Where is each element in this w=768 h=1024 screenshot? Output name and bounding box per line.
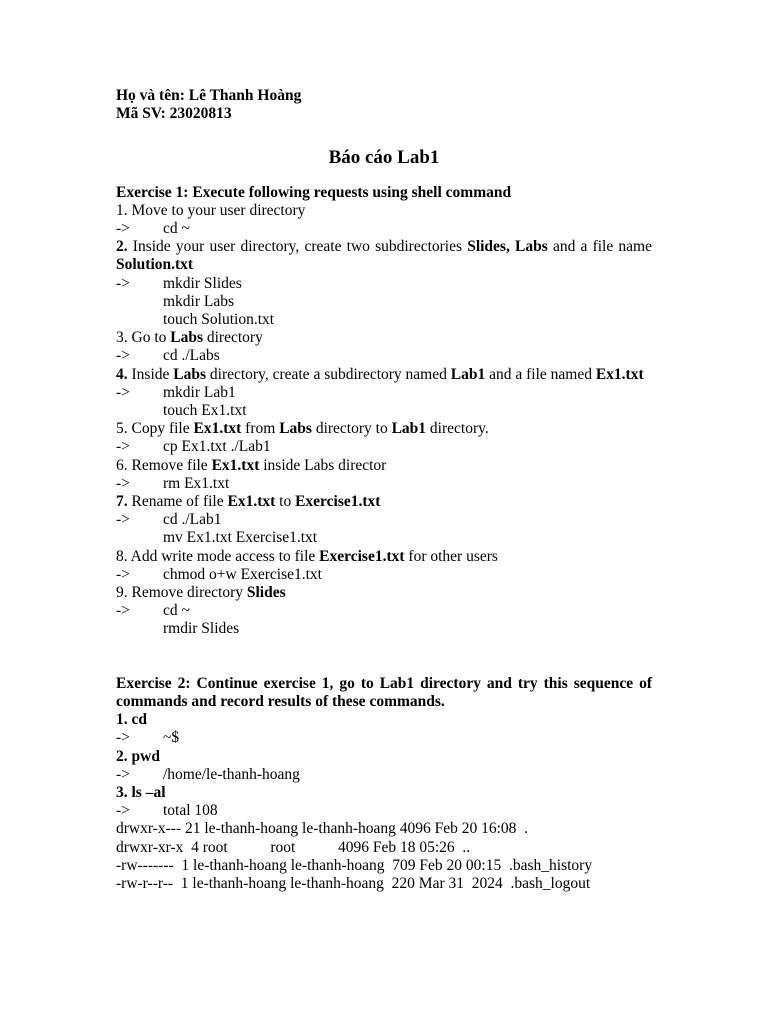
- arrow-marker: ->: [116, 274, 130, 292]
- question-text: inside Labs director: [259, 456, 387, 474]
- ex1-answer-1: [116, 220, 652, 238]
- ex1-question-8: [116, 548, 652, 566]
- ex1-question-9: [116, 584, 652, 602]
- question-emphasis: Labs: [173, 365, 207, 383]
- ex1-answer-3: [116, 347, 652, 365]
- command: cp Ex1.txt ./Lab1: [163, 438, 271, 456]
- ex1-question-1: 1. Move to your user directory: [116, 201, 306, 219]
- listing-line: drwxr-xr-x 4 root root 4096 Feb 18 05:26 ..: [116, 838, 471, 856]
- document-page: [116, 87, 652, 893]
- question-emphasis: Ex1.txt: [595, 365, 644, 383]
- ex2-result-1: [116, 729, 652, 747]
- ex1-answer-7: [116, 511, 652, 529]
- ex1-answer-8: [116, 566, 652, 584]
- question-emphasis: Labs: [170, 329, 203, 347]
- result: ~$: [163, 729, 180, 747]
- listing-line: -rw------- 1 le-thanh-hoang le-thanh-hoang 709 Feb 20 00:15 .bash_history: [116, 856, 593, 874]
- question-text: from: [241, 420, 280, 438]
- command: touch Ex1.txt: [163, 402, 247, 420]
- command: rmdir Slides: [163, 620, 240, 638]
- question-emphasis: Ex1.txt: [193, 420, 242, 438]
- section-spacer: [116, 639, 652, 675]
- question-number: 2.: [116, 238, 128, 256]
- arrow-marker: ->: [116, 565, 130, 583]
- question-text: 8. Add write mode access to file: [116, 547, 320, 565]
- question-emphasis: Exercise1.txt: [295, 493, 381, 511]
- command: rm Ex1.txt: [163, 474, 230, 492]
- question-text: directory to: [311, 420, 392, 438]
- ex1-answer-2: [116, 275, 652, 293]
- question-emphasis: Ex1.txt: [227, 493, 276, 511]
- ex1-question-2: [116, 238, 652, 274]
- question-emphasis: Lab1: [450, 365, 486, 383]
- question-text: for other users: [404, 547, 498, 565]
- ex2-command-3: 3. ls –al: [116, 783, 166, 801]
- arrow-marker: ->: [116, 511, 130, 529]
- listing-line: -rw-r--r-- 1 le-thanh-hoang le-thanh-hoang 220 Mar 31 2024 .bash_logout: [116, 874, 591, 892]
- question-text: to: [275, 493, 296, 511]
- question-text: directory, create a subdirectory named: [206, 365, 451, 383]
- question-emphasis: Labs: [279, 420, 312, 438]
- exercise-1-heading: Exercise 1: Execute following requests using shell command: [116, 183, 512, 201]
- question-number: 7.: [116, 493, 128, 511]
- question-text: Inside: [127, 365, 174, 383]
- arrow-marker: ->: [116, 602, 130, 620]
- question-emphasis: Lab1: [391, 420, 427, 438]
- command: mkdir Labs: [163, 292, 235, 310]
- command: chmod o+w Exercise1.txt: [163, 565, 322, 583]
- arrow-marker: ->: [116, 347, 130, 365]
- ex1-answer-6: [116, 475, 652, 493]
- ex2-result-2: [116, 766, 652, 784]
- question-text: Inside your user directory, create two subdirectories: [127, 238, 468, 256]
- question-emphasis: Slides: [246, 584, 286, 602]
- question-text: 5. Copy file: [116, 420, 194, 438]
- question-text: and a file name: [547, 238, 652, 256]
- command: mkdir Lab1: [163, 383, 236, 401]
- arrow-marker: ->: [116, 474, 130, 492]
- question-text: Rename of file: [127, 493, 228, 511]
- report-title: Báo cáo Lab1: [328, 147, 440, 169]
- arrow-marker: ->: [116, 802, 130, 820]
- ex1-question-3: [116, 329, 652, 347]
- ex2-result-3: [116, 802, 652, 820]
- ex1-question-6: [116, 457, 652, 475]
- question-number: 4.: [116, 365, 128, 383]
- student-id: Mã SV: 23020813: [116, 105, 232, 123]
- command: mkdir Slides: [163, 274, 242, 292]
- command: cd ./Labs: [163, 347, 220, 365]
- ex1-answer-5: [116, 438, 652, 456]
- arrow-marker: ->: [116, 438, 130, 456]
- ex2-command-1: 1. cd: [116, 711, 147, 729]
- arrow-marker: ->: [116, 765, 130, 783]
- arrow-marker: ->: [116, 220, 130, 238]
- result: total 108: [163, 802, 218, 820]
- arrow-marker: ->: [116, 383, 130, 401]
- question-emphasis: Exercise1.txt: [319, 547, 405, 565]
- ex1-question-5: [116, 420, 652, 438]
- arrow-marker: ->: [116, 729, 130, 747]
- question-text: directory: [203, 329, 263, 347]
- question-text: 9. Remove directory: [116, 584, 247, 602]
- question-text: and a file named: [485, 365, 596, 383]
- listing-line: drwxr-x--- 21 le-thanh-hoang le-thanh-hoang 4096 Feb 20 16:08 .: [116, 820, 529, 838]
- question-emphasis: Solution.txt: [116, 256, 194, 274]
- command: mv Ex1.txt Exercise1.txt: [163, 529, 318, 547]
- question-text: 3. Go to: [116, 329, 171, 347]
- student-name: Họ và tên: Lê Thanh Hoàng: [116, 87, 302, 104]
- ex1-question-4: [116, 366, 652, 384]
- ex1-question-7: [116, 493, 652, 511]
- command: cd ~: [163, 220, 190, 238]
- question-text: 6. Remove file: [116, 456, 212, 474]
- exercise-2-heading: Exercise 2: Continue exercise 1, go to Lab1 directory and try this sequence of commands and record results of these commands.: [116, 674, 652, 710]
- command: cd ~: [163, 602, 190, 620]
- question-emphasis: Ex1.txt: [211, 456, 260, 474]
- ex1-answer-4: [116, 384, 652, 402]
- question-emphasis: Slides, Labs: [467, 238, 548, 256]
- command: touch Solution.txt: [163, 311, 275, 329]
- ex1-answer-9: [116, 602, 652, 620]
- result: /home/le-thanh-hoang: [163, 765, 300, 783]
- ex2-command-2: 2. pwd: [116, 747, 160, 765]
- question-text: directory.: [426, 420, 489, 438]
- command: cd ./Lab1: [163, 511, 222, 529]
